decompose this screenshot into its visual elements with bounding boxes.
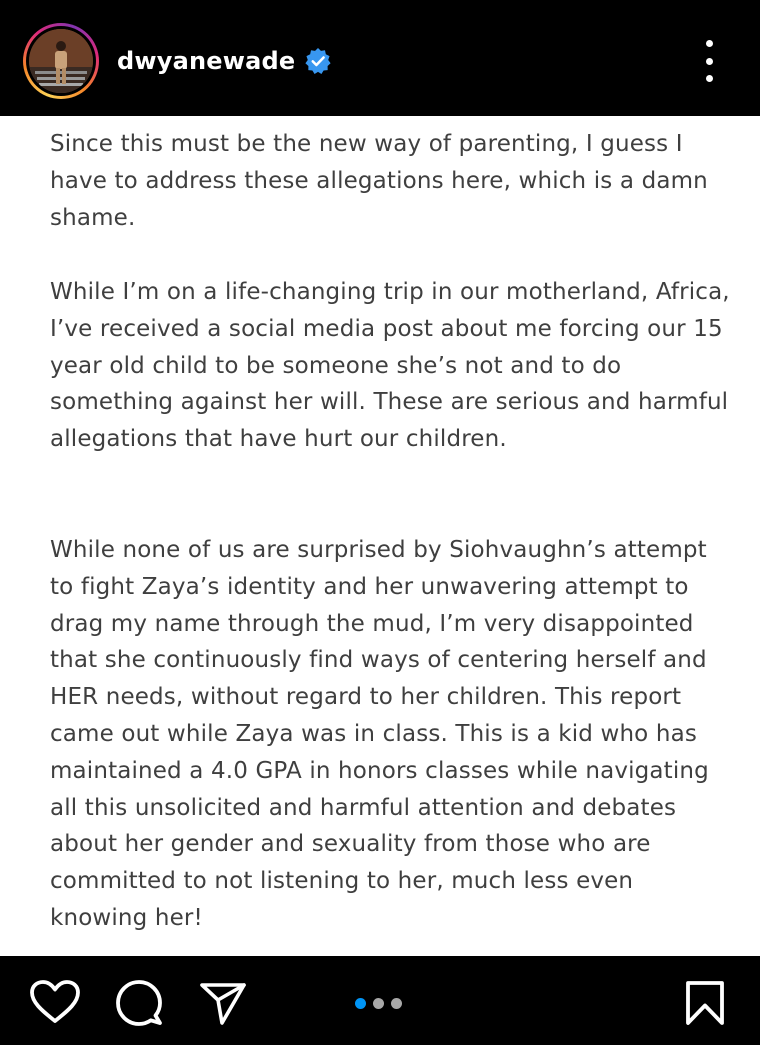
carousel-dot-active — [355, 998, 366, 1009]
statement-paragraph: Since this must be the new way of parenting, I guess I have to address these allegations here, which is a damn shame. — [50, 131, 708, 231]
post-header — [0, 0, 760, 116]
like-button[interactable] — [29, 979, 81, 1025]
share-button[interactable] — [199, 980, 247, 1026]
more-options-button[interactable] — [694, 40, 724, 82]
verified-badge-icon — [304, 47, 332, 75]
profile-photo-icon — [29, 29, 93, 93]
username[interactable]: dwyanewade — [117, 47, 296, 75]
post-image[interactable] — [0, 116, 760, 956]
carousel-dot — [391, 998, 402, 1009]
share-icon — [199, 980, 247, 1026]
profile-photo — [29, 29, 93, 93]
comment-icon — [114, 978, 164, 1028]
carousel-indicator — [355, 998, 402, 1009]
comment-button[interactable] — [114, 978, 164, 1028]
action-bar — [0, 956, 760, 1045]
carousel-dot — [373, 998, 384, 1009]
more-vertical-icon — [706, 40, 713, 47]
statement-paragraph: While none of us are surprised by Siohvaughn’s attempt to fight Zaya’s identity and her unwavering attempt to drag my name through the mud, I’m very disappointed that she continuously find ways of centering herself and HER needs, without regard to her children. This report came out while Zaya was in class. This is a kid who has maintained a 4.0 GPA in honors classes while navigating all this unsolicited and harmful attention and debates about her gender and sexuality from those who are committed to not listening to her, much less even knowing her! — [50, 537, 709, 931]
heart-icon — [29, 979, 81, 1025]
save-button[interactable] — [684, 980, 726, 1026]
statement-paragraph: While I’m on a life-changing trip in our motherland, Africa, I’ve received a social media post about me forcing our 15 year old child to be someone she’s not and to do something against her will. These are serious and harmful allegations that have hurt our children. — [50, 279, 730, 453]
bookmark-icon — [684, 980, 726, 1026]
avatar[interactable] — [23, 23, 99, 99]
username-row — [117, 44, 332, 78]
